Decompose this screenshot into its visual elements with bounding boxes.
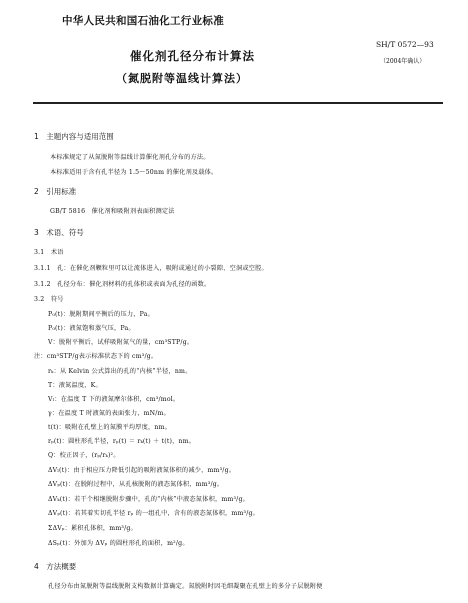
symbol-item: ΔVₖ(t)：若干个相继脱附步骤中，孔的“内核”中液态氮体积，mm³/g。 xyxy=(48,496,249,503)
section-2-paragraph-1: GB/T 5816 催化剂和吸附剂表面积测定法 xyxy=(50,208,175,215)
symbol-note: 注：cm³STP/g表示标准状态下的 cm³/g。 xyxy=(34,353,158,360)
symbol-item: ΔVₗ(t)：由于相应压力降低引起的吸附液氮体积的减少，mm³/g。 xyxy=(48,467,236,474)
header-divider xyxy=(33,102,443,104)
section-1-heading: 1 主题内容与适用范围 xyxy=(34,132,114,141)
symbol-item: P₀(t)：液氮饱和蒸气压，Pa。 xyxy=(48,325,135,332)
symbol-item: ΔSₚ(t)：外加为 ΔVₚ 的圆柱形孔的面积，m²/g。 xyxy=(48,540,189,547)
section-3-2-heading: 3.2 符号 xyxy=(34,296,64,303)
symbol-item: T：液氮温度，K。 xyxy=(48,382,102,389)
symbol-item: γ：在温度 T 时液氮的表面张力，mN/m。 xyxy=(48,410,171,417)
symbol-item: rₖ：从 Kelvin 公式算出的孔的“内核”半径，nm。 xyxy=(48,368,192,375)
document-subtitle: （氮脱附等温线计算法） xyxy=(116,72,248,85)
symbol-item: t(t)：吸附在孔壁上的氮膜平均厚度，nm。 xyxy=(48,424,172,431)
section-1-paragraph-1: 本标准规定了从氮脱附等温线计算催化剂孔分布的方法。 xyxy=(50,154,210,161)
issuer-title: 中华人民共和国石油化工行业标准 xyxy=(62,15,224,27)
symbol-item: V：脱附平衡后，试样吸附氮气的量，cm³STP/g。 xyxy=(48,339,194,346)
symbol-item: ΔVₚ(t)：在脱附过程中，从孔核脱附的液态氮体积，mm³/g。 xyxy=(48,481,224,488)
document-title: 催化剂孔径分布计算法 xyxy=(130,49,255,63)
section-3-1-1: 3.1.1 孔：在催化剂颗粒里可以让流体进入，吸附或通过的小裂隙、空洞或空腔。 xyxy=(34,265,268,272)
section-4-heading: 4 方法概要 xyxy=(34,562,77,571)
symbol-item: P₀(t)：脱附期间平衡后的压力，Pa。 xyxy=(48,311,154,318)
symbol-item: Vₗ：在温度 T 下的液氮摩尔体积，cm³/mol。 xyxy=(48,396,180,403)
section-3-1-2: 3.1.2 孔径分布：催化剂材料的孔体积或表面为孔径的函数。 xyxy=(34,281,211,288)
section-4-paragraph-1: 孔径分布由氮脱附等温线脱附支构数据计算确定。氮脱附时因毛细凝聚在孔壁上的多分子层脱附便 xyxy=(48,583,323,590)
section-2-heading: 2 引用标准 xyxy=(34,187,77,196)
standard-number: SH/T 0572—93 xyxy=(376,40,434,49)
symbol-item: Q：校正因子，(rₚ/rₖ)²。 xyxy=(48,452,120,459)
symbol-item: ΣΔVₚ：累积孔体积，mm³/g。 xyxy=(48,525,137,532)
standard-edition: （2004年确认） xyxy=(380,58,426,65)
section-1-paragraph-2: 本标准适用于含有孔半径为 1.5～50nm 的催化剂及载体。 xyxy=(50,169,218,176)
section-3-heading: 3 术语、符号 xyxy=(34,228,84,237)
symbol-item: ΔVₚ(t)：若其着实切孔半径 rₚ 的一组孔中，含有的液态氮体积，mm³/g。 xyxy=(48,510,260,517)
symbol-item: rₚ(t)：圆柱形孔半径，rₚ(t) ＝ rₖ(t) ＋ t(t)，nm。 xyxy=(48,438,196,445)
section-3-1-heading: 3.1 术语 xyxy=(34,249,64,256)
